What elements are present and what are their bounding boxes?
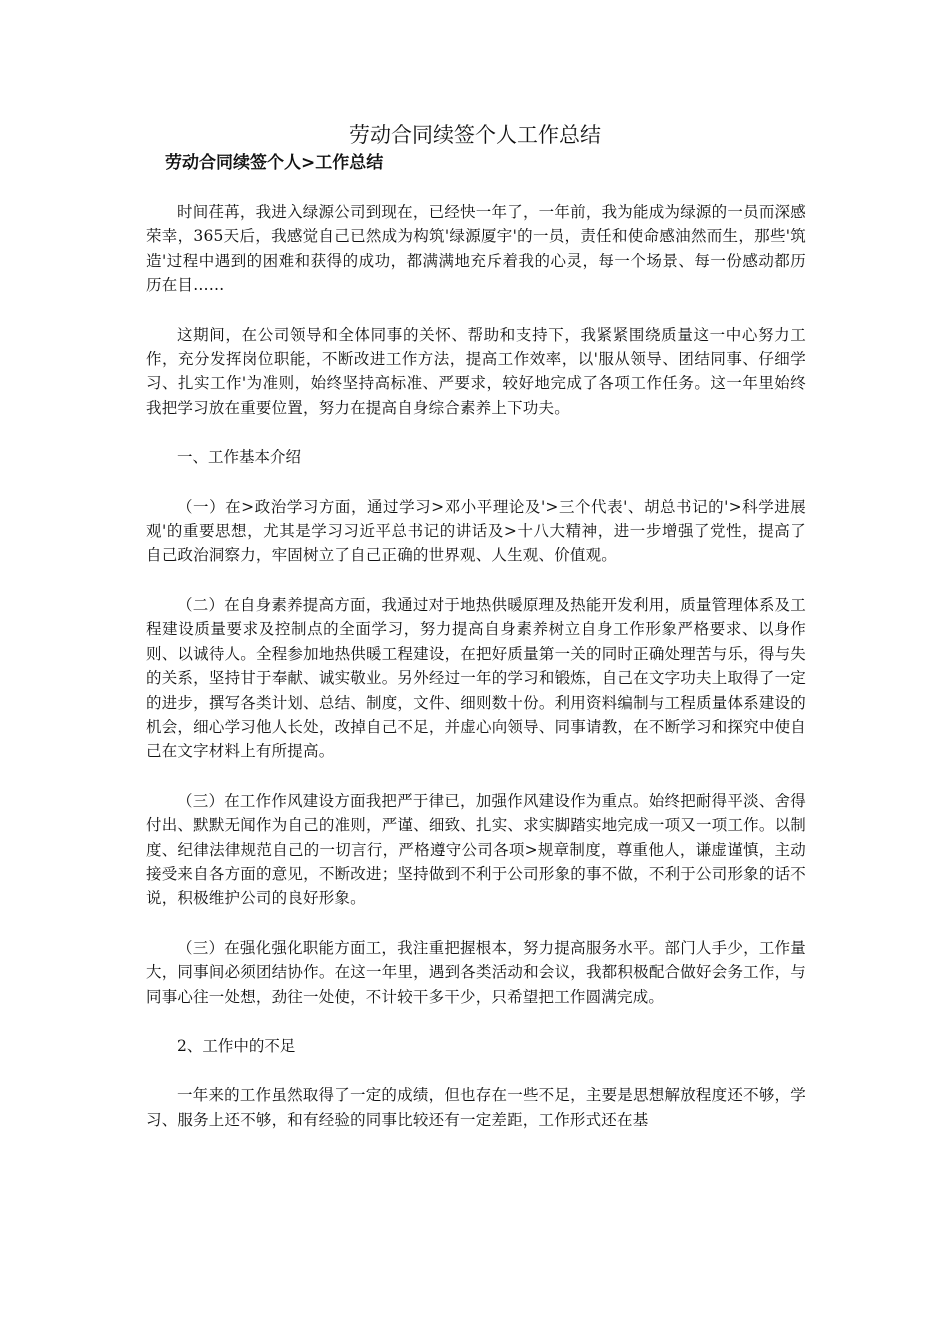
document-body [146, 200, 806, 1157]
document-subtitle: 劳动合同续签个人>工作总结 [165, 153, 384, 173]
paragraph-overview: 这期间，在公司领导和全体同事的关怀、帮助和支持下，我紧紧围绕质量这一中心努力工作，充分发挥岗位职能，不断改进工作方法，提高工作效率，以'服从领导、团结同事、仔细学习、扎实工作'为准则，始终坚持高标准、严要求，较好地完成了各项工作任务。这一年里始终我把学习放在重要位置，努力在提高自身综合素养上下功夫。 [146, 325, 806, 417]
paragraph-self-improvement: （二）在自身素养提高方面，我通过对于地热供暖原理及热能开发利用，质量管理体系及工程建设质量要求及控制点的全面学习，努力提高自身素养树立自身工作形象严格要求、以身作则、以诚待人。全程参加地热供暖工程建设，在把好质量第一关的同时正确处理苦与乐，得与失的关系，坚持甘于奉献、诚实敬业。另外经过一年的学习和锻炼，自己在文字功夫上取得了一定的进步，撰写各类计划、总结、制度，文件、细则数十份。利用资料编制与工程质量体系建设的机会，细心学习他人长处，改掉自己不足，并虚心向领导、同事请教，在不断学习和探究中使自己在文字材料上有所提高。 [146, 595, 806, 761]
document-title: 劳动合同续签个人工作总结 [349, 123, 601, 147]
paragraph-shortcomings: 一年来的工作虽然取得了一定的成绩，但也存在一些不足，主要是思想解放程度还不够，学习、服务上还不够，和有经验的同事比较还有一定差距，工作形式还在基 [146, 1086, 806, 1129]
section-heading-basic-intro: 一、工作基本介绍 [177, 448, 302, 467]
paragraph-service-function: （三）在强化强化职能方面工，我注重把握根本，努力提高服务水平。部门人手少，工作量大，同事间必须团结协作。在这一年里，遇到各类活动和会议，我都积极配合做好会务工作，与同事心往一处想，劲往一处使，不计较干多干少，只希望把工作圆满完成。 [146, 938, 806, 1006]
paragraph-work-style: （三）在工作作风建设方面我把严于律已，加强作风建设作为重点。始终把耐得平淡、舍得付出、默默无闻作为自己的准则，严谨、细致、扎实、求实脚踏实地完成一项又一项工作。以制度、纪律法律规范自己的一切言行，严格遵守公司各项>规章制度，尊重他人，谦虚谨慎，主动接受来自各方面的意见，不断改进；坚持做到不利于公司形象的事不做，不利于公司形象的话不说，积极维护公司的良好形象。 [146, 791, 806, 908]
paragraph-political-study: （一）在>政治学习方面，通过学习>邓小平理论及'>三个代表'、胡总书记的'>科学进展观'的重要思想，尤其是学习习近平总书记的讲话及>十八大精神，进一步增强了党性，提高了自己政治洞察力，牢固树立了自己正确的世界观、人生观、价值观。 [146, 497, 806, 565]
section-heading-shortcomings: 2、工作中的不足 [177, 1036, 296, 1055]
paragraph-intro: 时间荏苒，我进入绿源公司到现在，已经快一年了，一年前，我为能成为绿源的一员而深感荣幸，365天后，我感觉自己已然成为构筑'绿源厦宇'的一员，责任和使命感油然而生，那些'筑造'过程中遇到的困难和获得的成功，都满满地充斥着我的心灵，每一个场景、每一份感动都历历在目…… [146, 203, 806, 295]
